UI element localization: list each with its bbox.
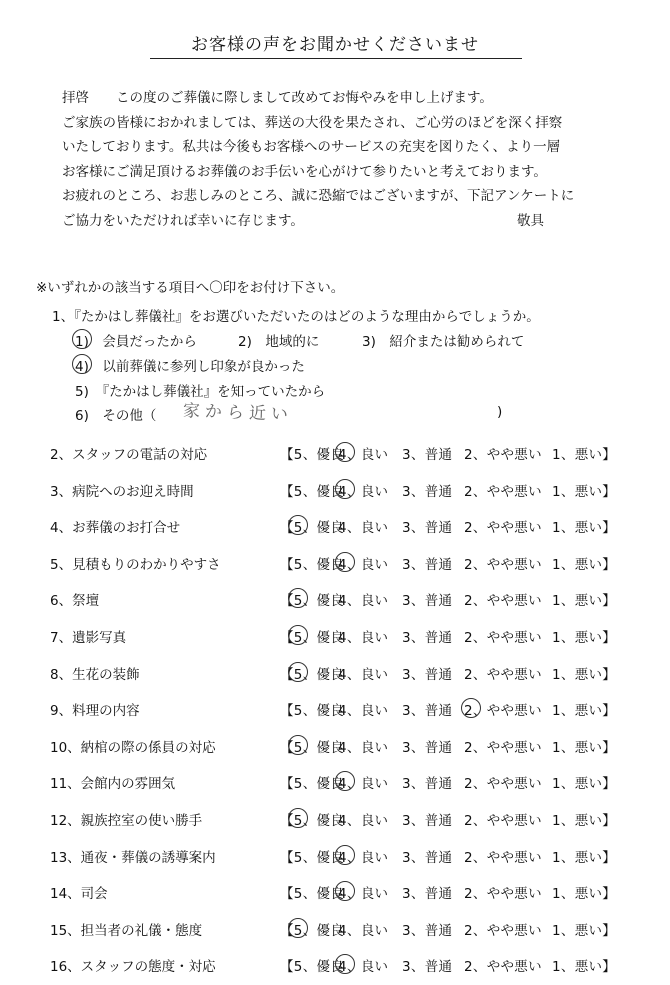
rating-question-label: 15、担当者の礼儀・態度 [50,923,203,939]
rating-option[interactable]: 3、普通 [402,923,453,939]
rating-option[interactable]: 3、普通 [402,667,453,683]
instruction-note: ※いずれかの該当する項目へ〇印をお付け下さい。 [36,280,345,296]
rating-option[interactable]: 3、普通 [402,850,453,866]
rating-option[interactable]: 【5、優良 [280,557,345,573]
rating-option[interactable]: 2、やや悪い [464,703,542,719]
q1-option-5[interactable]: 5) 『たかはし葬儀社』を知っていたから [75,384,326,400]
rating-option[interactable]: 【5、優良 [280,923,345,939]
rating-selected-circle [288,662,308,682]
rating-question-label: 12、親族控室の使い勝手 [50,813,203,829]
rating-option[interactable]: 3、普通 [402,557,453,573]
rating-selected-circle [335,479,355,499]
rating-question-label: 10、納棺の際の係員の対応 [50,740,216,756]
rating-option[interactable]: 4、良い [338,703,389,719]
rating-option[interactable]: 4、良い [338,923,389,939]
rating-selected-circle [335,881,355,901]
rating-option[interactable]: 4、良い [338,740,389,756]
intro-line: 拝啓 この度のご葬儀に際しまして改めてお悔やみを申し上げます。 [62,90,493,106]
rating-option[interactable]: 1、悪い】 [552,557,617,573]
rating-selected-circle [335,954,355,974]
rating-option[interactable]: 【5、優良 [280,484,345,500]
rating-option[interactable]: 3、普通 [402,740,453,756]
rating-option[interactable]: 【5、優良 [280,776,345,792]
rating-question-label: 5、見積もりのわかりやすさ [50,557,221,573]
rating-option[interactable]: 4、良い [338,886,389,902]
rating-option[interactable]: 【5、優良 [280,813,345,829]
rating-question-label: 11、会館内の雰囲気 [50,776,176,792]
intro-line: ご家族の皆様におかれましては、葬送の大役を果たされ、ご心労のほどを深く拝察 [62,114,563,131]
rating-question-label: 8、生花の装飾 [50,667,140,683]
rating-option[interactable]: 【5、優良 [280,886,345,902]
rating-selected-circle [288,515,308,535]
rating-option[interactable]: 1、悪い】 [552,447,617,463]
rating-option[interactable]: 3、普通 [402,484,453,500]
rating-option[interactable]: 3、普通 [402,776,453,792]
q1-option-1-circle [72,329,92,349]
rating-selected-circle [288,625,308,645]
rating-question-label: 14、司会 [50,886,108,902]
rating-option[interactable]: 【5、優良 [280,703,345,719]
rating-option[interactable]: 4、良い [338,593,389,609]
page-title: お客様の声をお聞かせくださいませ [191,35,479,55]
rating-option[interactable]: 2、やや悪い [464,484,542,500]
closing-keigu: 敬具 [517,212,544,229]
rating-option[interactable]: 4、良い [338,850,389,866]
q1-option-4-circle [72,354,92,374]
intro-line: ご協力をいただければ幸いに存じます。 [62,212,304,229]
rating-option[interactable]: 2、やや悪い [464,959,542,975]
intro-line: お客様にご満足頂けるお葬儀のお手伝いを心がけて参りたいと考えております。 [62,163,547,180]
rating-selected-circle [335,771,355,791]
rating-option[interactable]: 4、良い [338,557,389,573]
rating-option[interactable]: 3、普通 [402,813,453,829]
q1-options-row [75,330,524,350]
q1-option-1[interactable]: 1) 会員だったから [75,334,197,350]
rating-selected-circle [335,442,355,462]
rating-option[interactable]: 3、普通 [402,959,453,975]
rating-question-label: 13、通夜・葬儀の誘導案内 [50,850,216,866]
rating-option[interactable]: 2、やや悪い [464,667,542,683]
rating-selected-circle [461,698,481,718]
rating-question-label: 7、遺影写真 [50,630,127,646]
rating-option[interactable]: 1、悪い】 [552,959,617,975]
rating-question-label: 16、スタッフの態度・対応 [50,959,216,975]
rating-option[interactable]: 1、悪い】 [552,484,617,500]
rating-option[interactable]: 【5、優良 [280,630,345,646]
rating-option[interactable]: 1、悪い】 [552,850,617,866]
rating-option[interactable]: 【5、優良 [280,520,345,536]
q1-other-close: ) [497,404,503,420]
rating-option[interactable]: 1、悪い】 [552,593,617,609]
title-underline [150,58,522,59]
rating-option[interactable]: 【5、優良 [280,593,345,609]
rating-option[interactable]: 2、やや悪い [464,776,542,792]
rating-option[interactable]: 【5、優良 [280,850,345,866]
q1-option-4[interactable]: 4) 以前葬儀に参列し印象が良かった [75,359,305,375]
rating-option[interactable]: 【5、優良 [280,959,345,975]
rating-option[interactable]: 4、良い [338,520,389,536]
q1-option-3[interactable]: 3) 紹介または勧められて [362,334,525,350]
rating-option[interactable]: 1、悪い】 [552,923,617,939]
rating-option[interactable]: 4、良い [338,630,389,646]
rating-option[interactable]: 1、悪い】 [552,667,617,683]
intro-line: お疲れのところ、お悲しみのところ、誠に恐縮ではございますが、下記アンケートに [62,188,575,205]
q1-option-6[interactable]: 6) その他（ [75,408,157,424]
rating-selected-circle [288,735,308,755]
rating-question-label: 9、料理の内容 [50,703,140,719]
rating-option[interactable]: 1、悪い】 [552,703,617,719]
q1-other-handwritten-answer: 家から近い [182,401,294,425]
rating-option[interactable]: 【5、優良 [280,740,345,756]
rating-option[interactable]: 2、やや悪い [464,557,542,573]
rating-option[interactable]: 3、普通 [402,447,453,463]
rating-option[interactable]: 2、やや悪い [464,740,542,756]
rating-option[interactable]: 4、良い [338,484,389,500]
rating-option[interactable]: 【5、優良 [280,667,345,683]
rating-option[interactable]: 4、良い [338,447,389,463]
rating-option[interactable]: 2、やや悪い [464,850,542,866]
rating-option[interactable]: 2、やや悪い [464,593,542,609]
rating-option[interactable]: 4、良い [338,813,389,829]
rating-option[interactable]: 2、やや悪い [464,886,542,902]
intro-closing-row [62,209,544,234]
rating-option[interactable]: 1、悪い】 [552,813,617,829]
rating-selected-circle [335,552,355,572]
q1-option-2[interactable]: 2) 地域的に [238,334,320,350]
rating-option[interactable]: 3、普通 [402,630,453,646]
rating-option[interactable]: 3、普通 [402,886,453,902]
rating-option[interactable]: 3、普通 [402,593,453,609]
rating-question-label: 6、祭壇 [50,593,100,609]
rating-option[interactable]: 1、悪い】 [552,776,617,792]
intro-line: いたしております。私共は今後もお客様へのサービスの充実を図りたく、より一層 [62,139,561,156]
rating-option[interactable]: 3、普通 [402,520,453,536]
rating-option[interactable]: 【5、優良 [280,447,345,463]
rating-question-label: 3、病院へのお迎え時間 [50,484,194,500]
rating-option[interactable]: 2、やや悪い [464,520,542,536]
rating-question-label: 4、お葬儀のお打合せ [50,520,181,536]
rating-option[interactable]: 1、悪い】 [552,740,617,756]
rating-option[interactable]: 4、良い [338,959,389,975]
rating-option[interactable]: 2、やや悪い [464,447,542,463]
rating-option[interactable]: 2、やや悪い [464,630,542,646]
rating-option[interactable]: 4、良い [338,667,389,683]
rating-question-label: 2、スタッフの電話の対応 [50,447,208,463]
rating-option[interactable]: 2、やや悪い [464,813,542,829]
rating-option[interactable]: 1、悪い】 [552,886,617,902]
rating-selected-circle [288,918,308,938]
rating-selected-circle [288,588,308,608]
rating-option[interactable]: 1、悪い】 [552,630,617,646]
rating-option[interactable]: 1、悪い】 [552,520,617,536]
rating-option[interactable]: 4、良い [338,776,389,792]
rating-option[interactable]: 2、やや悪い [464,923,542,939]
rating-selected-circle [335,845,355,865]
q1-question: 1、『たかはし葬儀社』をお選びいただいたのはどのような理由からでしょうか。 [52,309,540,325]
intro-letter [62,86,582,234]
rating-selected-circle [288,808,308,828]
rating-option[interactable]: 3、普通 [402,703,453,719]
